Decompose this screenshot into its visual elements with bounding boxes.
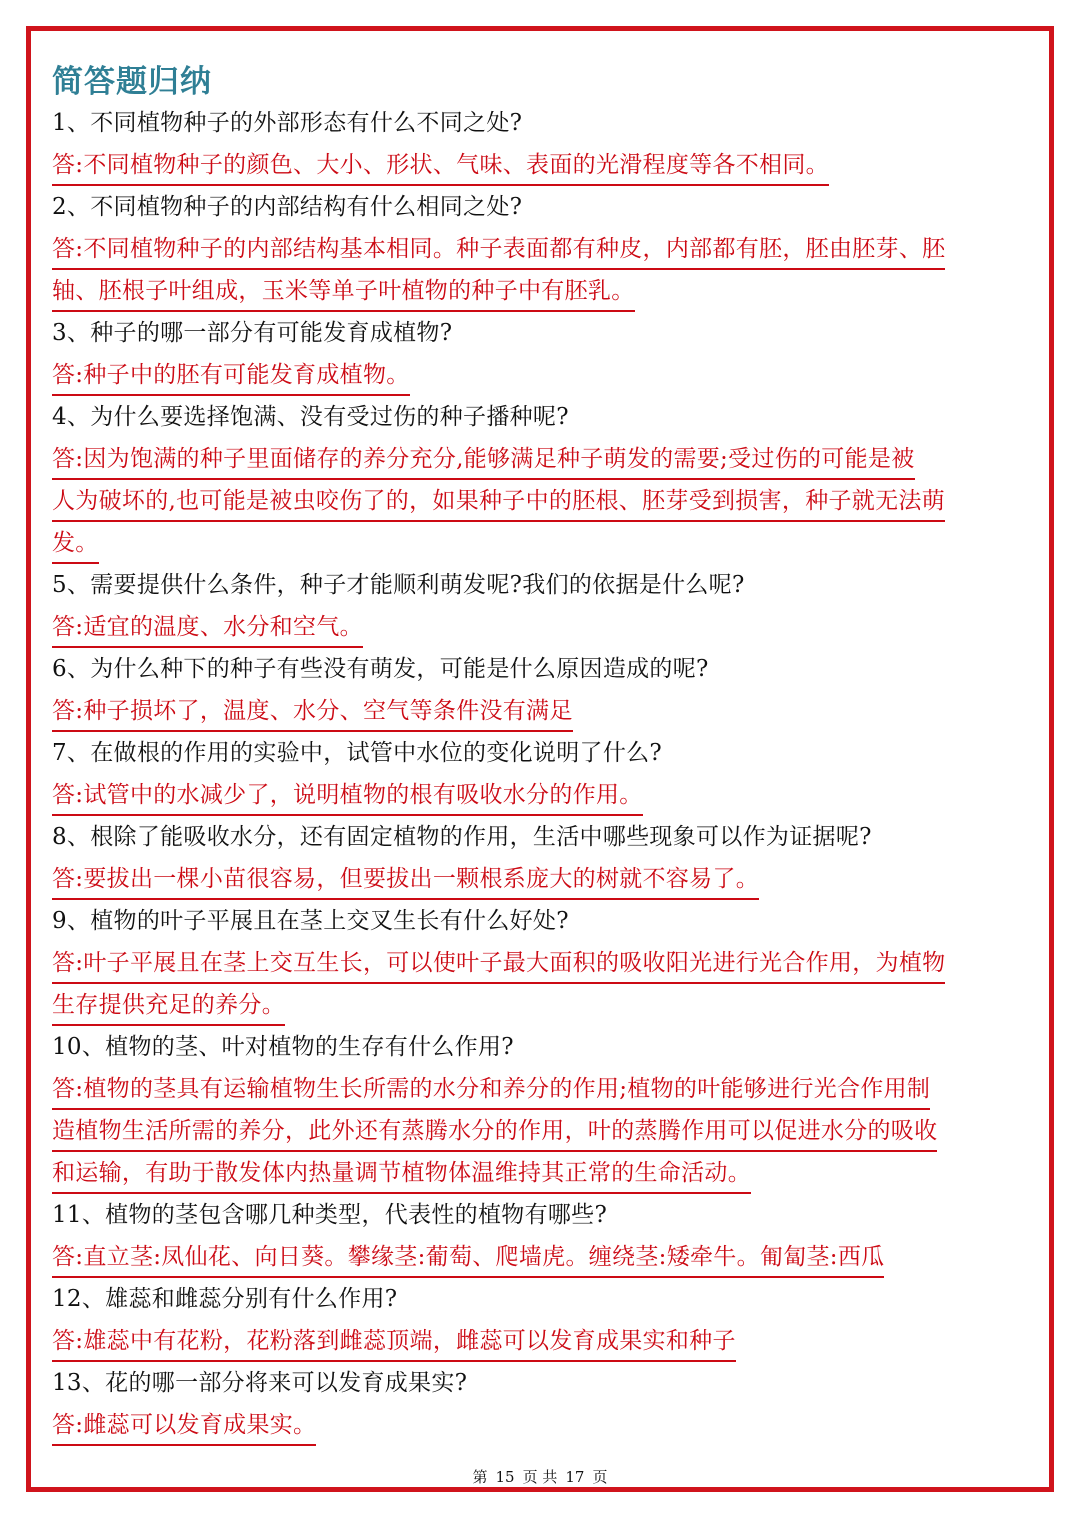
answer-text: 答:适宜的温度、水分和空气。 [52,610,363,648]
question-1: 1、不同植物种子的外部形态有什么不同之处? [52,110,523,136]
question-12: 12、雄蕊和雌蕊分别有什么作用? [52,1286,398,1312]
answer-4 [52,438,1032,564]
answer-line [52,774,1032,816]
question-13: 13、花的哪一部分将来可以发育成果实? [52,1370,468,1396]
answer-line [52,480,1032,522]
answer-line [52,984,1032,1026]
question-7: 7、在做根的作用的实验中，试管中水位的变化说明了什么? [52,740,663,766]
answer-text: 人为破坏的,也可能是被虫咬伤了的，如果种子中的胚根、胚芽受到损害，种子就无法萌 [52,484,945,522]
question-4: 4、为什么要选择饱满、没有受过伤的种子播种呢? [52,404,569,430]
qa-list [52,102,1032,1446]
footer-total-pages: 17 [565,1468,585,1486]
answer-text: 答:植物的茎具有运输植物生长所需的水分和养分的作用;植物的叶能够进行光合作用制 [52,1072,930,1110]
answer-text: 答:叶子平展且在茎上交互生长，可以使叶子最大面积的吸收阳光进行光合作用，为植物 [52,946,945,984]
answer-text: 答:要拔出一棵小苗很容易，但要拔出一颗根系庞大的树就不容易了。 [52,862,759,900]
answer-line [52,228,1032,270]
answer-5 [52,606,1032,648]
question-5: 5、需要提供什么条件，种子才能顺利萌发呢?我们的依据是什么呢? [52,572,745,598]
question-3: 3、种子的哪一部分有可能发育成植物? [52,320,453,346]
question-6: 6、为什么种下的种子有些没有萌发，可能是什么原因造成的呢? [52,656,709,682]
answer-text: 造植物生活所需的养分，此外还有蒸腾水分的作用，叶的蒸腾作用可以促进水分的吸收 [52,1114,937,1152]
answer-2 [52,228,1032,312]
answer-line [52,858,1032,900]
answer-line [52,1110,1032,1152]
page-footer [0,1466,1080,1487]
answer-line [52,606,1032,648]
answer-text: 答:种子损坏了，温度、水分、空气等条件没有满足 [52,694,573,732]
answer-line [52,354,1032,396]
answer-text: 发。 [52,526,99,564]
question-2: 2、不同植物种子的内部结构有什么相同之处? [52,194,523,220]
footer-mid: 页 共 [522,1468,558,1486]
answer-text: 生存提供充足的养分。 [52,988,285,1026]
answer-text: 答:不同植物种子的内部结构基本相同。种子表面都有种皮，内部都有胚，胚由胚芽、胚 [52,232,945,270]
question-10: 10、植物的茎、叶对植物的生存有什么作用? [52,1034,514,1060]
footer-suffix: 页 [592,1468,608,1486]
section-heading: 简答题归纳 [52,64,212,100]
question-8: 8、根除了能吸收水分，还有固定植物的作用，生活中哪些现象可以作为证据呢? [52,824,872,850]
answer-line [52,942,1032,984]
answer-1 [52,144,1032,186]
answer-9 [52,942,1032,1026]
answer-line [52,522,1032,564]
answer-line [52,1404,1032,1446]
footer-prefix: 第 [472,1468,488,1486]
answer-text: 和运输，有助于散发体内热量调节植物体温维持其正常的生命活动。 [52,1156,751,1194]
answer-text: 答:直立茎:凤仙花、向日葵。攀缘茎:葡萄、爬墙虎。缠绕茎:矮牵牛。匍匐茎:西瓜 [52,1240,884,1278]
answer-3 [52,354,1032,396]
answer-line [52,1152,1032,1194]
answer-text: 答:雌蕊可以发育成果实。 [52,1408,316,1446]
answer-13 [52,1404,1032,1446]
answer-text: 轴、胚根子叶组成，玉米等单子叶植物的种子中有胚乳。 [52,274,635,312]
answer-text: 答:试管中的水减少了，说明植物的根有吸收水分的作用。 [52,778,643,816]
answer-text: 答:因为饱满的种子里面储存的养分充分,能够满足种子萌发的需要;受过伤的可能是被 [52,442,915,480]
question-11: 11、植物的茎包含哪几种类型，代表性的植物有哪些? [52,1202,608,1228]
answer-text: 答:种子中的胚有可能发育成植物。 [52,358,410,396]
answer-line [52,438,1032,480]
answer-8 [52,858,1032,900]
answer-line [52,1320,1032,1362]
answer-7 [52,774,1032,816]
answer-line [52,144,1032,186]
answer-line [52,1236,1032,1278]
answer-line [52,690,1032,732]
answer-text: 答:不同植物种子的颜色、大小、形状、气味、表面的光滑程度等各不相同。 [52,148,829,186]
question-9: 9、植物的叶子平展且在茎上交叉生长有什么好处? [52,908,569,934]
answer-line [52,270,1032,312]
answer-text: 答:雄蕊中有花粉，花粉落到雌蕊顶端，雌蕊可以发育成果实和种子 [52,1324,736,1362]
answer-12 [52,1320,1032,1362]
footer-page-number: 15 [495,1468,515,1486]
answer-line [52,1068,1032,1110]
answer-10 [52,1068,1032,1194]
answer-11 [52,1236,1032,1278]
answer-6 [52,690,1032,732]
